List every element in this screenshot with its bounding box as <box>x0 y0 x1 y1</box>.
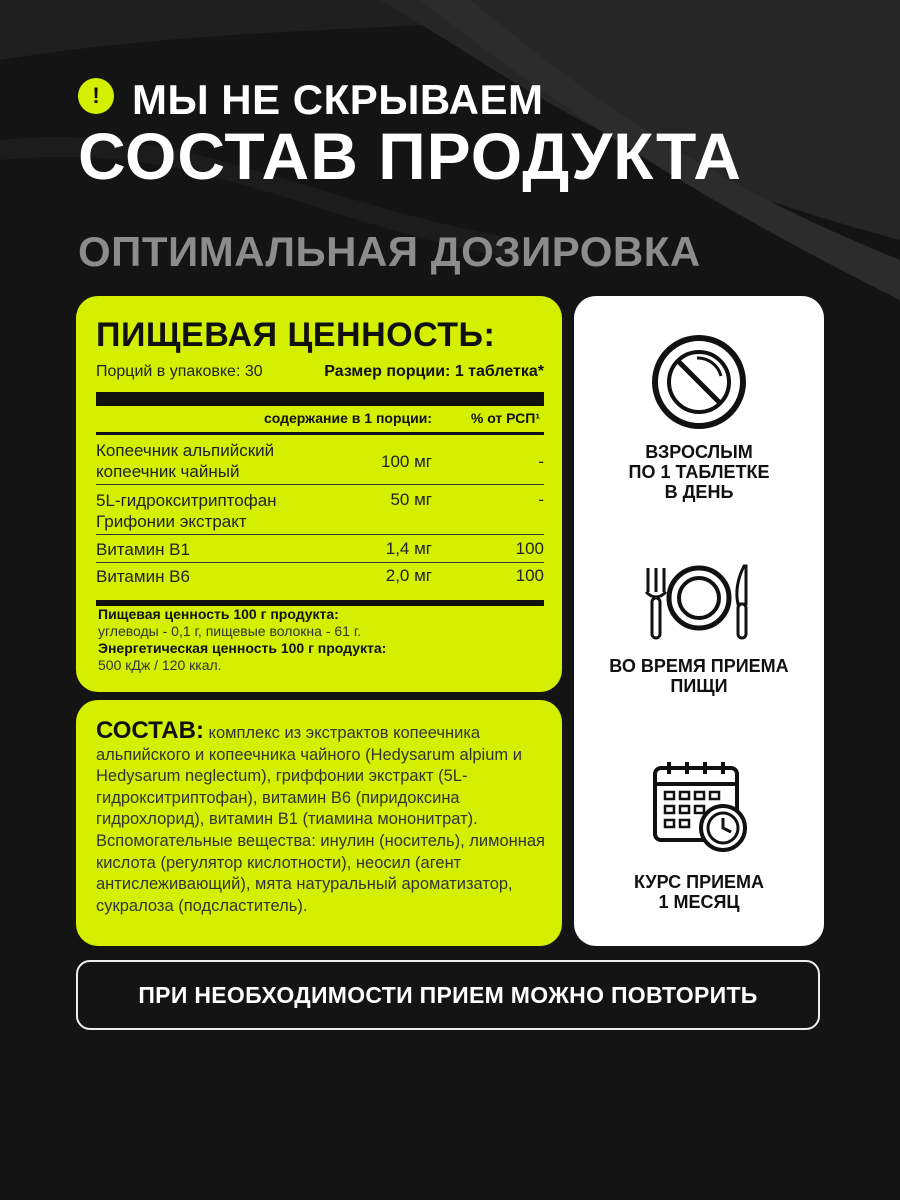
calendar-clock-icon <box>649 756 749 856</box>
col-rda-header: % от РСП¹ <box>470 410 540 426</box>
row-rda: 100 <box>515 539 544 558</box>
energy-100g-title: Энергетическая ценность 100 г продукта: <box>98 640 387 656</box>
nutrition-card <box>76 296 562 692</box>
row-amount: 2,0 мг <box>385 566 432 585</box>
table-row <box>96 536 544 563</box>
composition-label: СОСТАВ: <box>96 717 204 744</box>
repeat-course-text: ПРИ НЕОБХОДИМОСТИ ПРИЕМ МОЖНО ПОВТОРИТЬ <box>138 982 758 1008</box>
row-name: 5L-гидрокситриптофан Грифонии экстракт <box>96 491 277 531</box>
alert-badge-icon: ! <box>78 78 114 114</box>
row-rda: - <box>538 452 544 471</box>
table-row <box>96 486 544 535</box>
no-sign-icon <box>649 332 749 432</box>
usage-dose-text: ВЗРОСЛЫМ ПО 1 ТАБЛЕТКЕ В ДЕНЬ <box>628 442 770 502</box>
serving-size: Размер порции: 1 таблетка* <box>324 363 544 380</box>
row-amount: 100 мг <box>381 452 432 471</box>
table-row <box>96 438 544 485</box>
row-rda: - <box>538 490 544 509</box>
composition-text <box>96 717 546 917</box>
usage-course-text: КУРС ПРИЕМА 1 МЕСЯЦ <box>633 872 765 912</box>
row-name: Копеечник альпийский копеечник чайный <box>96 441 275 481</box>
row-amount: 50 мг <box>390 490 432 509</box>
energy-100g-values: 500 кДж / 120 ккал. <box>98 657 222 673</box>
row-rda: 100 <box>515 566 544 585</box>
headline-line-1: МЫ НЕ СКРЫВАЕМ <box>132 76 544 123</box>
repeat-course-banner <box>76 960 820 1030</box>
table-row <box>96 564 544 590</box>
table-top-bar <box>96 392 544 406</box>
nutrition-title: ПИЩЕВАЯ ЦЕННОСТЬ: <box>96 316 496 354</box>
subtitle: ОПТИМАЛЬНАЯ ДОЗИРОВКА <box>78 228 701 275</box>
usage-time-text: ВО ВРЕМЯ ПРИЕМА ПИЩИ <box>609 656 789 696</box>
composition-body: комплекс из экстрактов копеечника альпийского и копеечника чайного (Hedysarum alpium и Hedysarum neglectum), гриффонии экстракт (5L-гидрокситриптофан), витамин В6 (пиридоксина гидрохлорид), витамин В1 (тиамина мононитрат). Вспомогательные вещества: инулин (носитель), лимонная кислота (регулятор кислотности), неосил (агент антислеживающий), мята натуральный ароматизатор, сукралоза (подсластитель). <box>96 724 545 915</box>
row-name: Витамин В6 <box>96 567 190 586</box>
plate-cutlery-icon <box>634 558 764 658</box>
table-header <box>96 406 544 435</box>
composition-card <box>76 700 562 946</box>
usage-card <box>574 296 824 946</box>
servings-per-pack: Порций в упаковке: 30 <box>96 363 263 380</box>
row-name: Витамин В1 <box>96 540 190 559</box>
nutrition-100g-values: углеводы - 0,1 г, пищевые волокна - 61 г. <box>98 623 362 639</box>
col-amount-header: содержание в 1 порции: <box>263 410 432 426</box>
headline-line-2: СОСТАВ ПРОДУКТА <box>78 119 742 193</box>
row-amount: 1,4 мг <box>385 539 432 558</box>
nutrition-100g-title: Пищевая ценность 100 г продукта: <box>98 606 339 622</box>
